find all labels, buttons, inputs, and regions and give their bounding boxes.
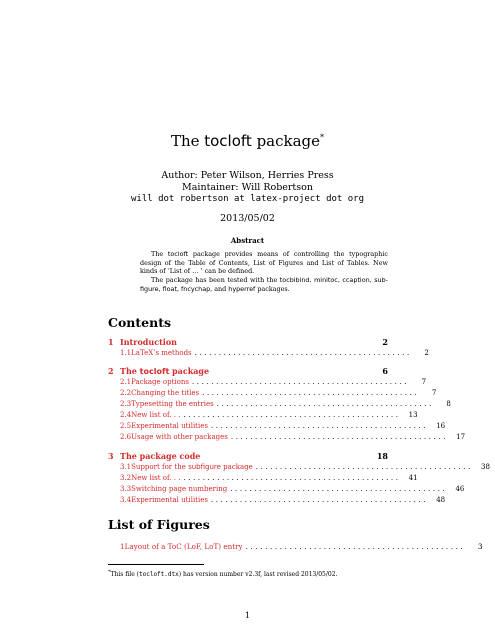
lof-heading: List of Figures xyxy=(108,517,210,532)
document-title: The tocloft package* xyxy=(170,132,325,150)
toc-subsection-entry[interactable]: 3.2 New list of. . . ............................................. 41 xyxy=(120,474,418,482)
maintainer-email: will dot robertson at latex-project dot org xyxy=(131,194,364,204)
maintainer-line: Maintainer: Will Robertson xyxy=(182,182,313,193)
toc-section-entry[interactable]: 2 The tocloft package 6 xyxy=(108,366,388,376)
toc-subsection-entry[interactable]: 2.2 Changing the titles ............................................. 7 xyxy=(120,389,437,397)
toc-subsection-entry[interactable]: 2.5 Experimental utilities ............................................. 16 xyxy=(120,422,446,430)
toc-subsection-entry[interactable]: 2.4 New list of. . . ............................................. 13 xyxy=(120,411,418,419)
toc-subsection-entry[interactable]: 1.1 LaTeX’s methods ............................................. 2 xyxy=(120,349,429,357)
abstract-package-name: tocloft xyxy=(167,250,189,258)
author-line: Author: Peter Wilson, Herries Press xyxy=(161,170,334,181)
toc-subsection-entry[interactable]: 2.6 Usage with other packages ............................................. 17 xyxy=(120,433,466,441)
abstract-paragraph-2: The package has been tested with the tocbibind, minitoc, ccaption, sub-figure, float, fncychap, and hyperref packages. xyxy=(140,276,388,293)
toc-subsection-entry[interactable]: 3.1 Support for the subfigure package ............................................. 38 xyxy=(120,463,490,471)
document-date: 2013/05/02 xyxy=(220,213,275,224)
toc-section-entry[interactable]: 1 Introduction 2 xyxy=(108,337,388,347)
toc-subsection-entry[interactable]: 2.3 Typesetting the entries ............................................. 8 xyxy=(120,400,451,408)
toc-subsection-entry[interactable]: 3.3 Switching page numbering ............................................. 46 xyxy=(120,485,465,493)
page-number: 1 xyxy=(244,611,251,620)
contents-heading: Contents xyxy=(108,315,172,330)
abstract-paragraph-1: The tocloft package provides means of controlling the typographic design of the Table of Contents, List of Figures and List of Tables. New kinds of ‘List of … ’ can be defined. xyxy=(140,250,388,276)
title-package-name: tocloft xyxy=(204,132,252,150)
title-footnote-mark[interactable]: * xyxy=(320,133,325,142)
footnote-rule xyxy=(108,564,204,565)
toc-subsection-entry[interactable]: 2.1 Package options ............................................. 7 xyxy=(120,378,427,386)
footnote: *This file (tocloft.dtx) has version number v2.3f, last revised 2013/05/02. xyxy=(108,569,338,578)
toc-subsection-entry[interactable]: 3.4 Experimental utilities ............................................. 48 xyxy=(120,496,446,504)
toc-section-entry[interactable]: 3 The package code 18 xyxy=(108,451,388,461)
abstract-heading: Abstract xyxy=(230,236,265,245)
lof-entry[interactable]: 1 Layout of a ToC (LoF, LoT) entry ............................................. 3 xyxy=(120,542,483,551)
